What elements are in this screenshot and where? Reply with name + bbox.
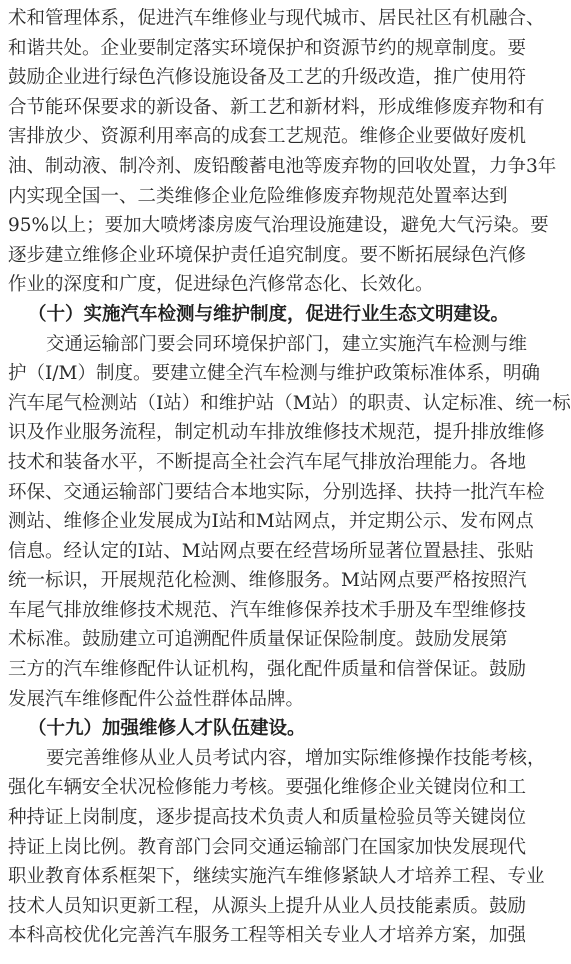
paragraph-first-line: 交通运输部门要会同环境保护部门，建立实施汽车检测与维 [46, 333, 528, 355]
text-line: 环保、交通运输部门要结合本地实际，分别选择、扶持一批汽车检 [8, 481, 545, 503]
text-line: 持证上岗比例。教育部门会同交通运输部门在国家加快发展现代 [8, 836, 527, 858]
text-line: 害排放少、资源利用率高的成套工艺规范。维修企业要做好废机 [8, 126, 527, 148]
text-line: 术和管理体系，促进汽车维修业与现代城市、居民社区有机融合、 [8, 8, 545, 29]
text-line: 发展汽车维修配件公益性群体品牌。 [8, 688, 305, 710]
text-line: 三方的汽车维修配件认证机构，强化配件质量和信誉保证。鼓励 [8, 659, 527, 681]
text-line: 合节能环保要求的新设备、新工艺和新材料，形成维修废弃物和有 [8, 96, 545, 118]
text-line: 内实现全国一、二类维修企业危险维修废弃物规范处置率达到 [8, 185, 508, 207]
text-line: 本科高校优化完善汽车服务工程等相关专业人才培养方案，加强 [8, 925, 527, 947]
text-line: 种持证上岗制度，逐步提高技术负责人和质量检验员等关键岗位 [8, 807, 527, 829]
text-line: 车尾气排放维修技术规范、汽车维修保养技术手册及车型维修技 [8, 599, 527, 621]
section-heading: （十九）加强维修人才队伍建设。 [28, 718, 306, 740]
text-line: 95%以上；要加大喷烤漆房废气治理设施建设，避免大气污染。要 [8, 215, 549, 237]
text-line: 识及作业服务流程，制定机动车排放维修技术规范，提升排放维修 [8, 422, 545, 444]
text-line: 和谐共处。企业要制定落实环境保护和资源节约的规章制度。要 [8, 37, 527, 59]
text-line: 统一标识，开展规范化检测、维修服务。M站网点要严格按照汽 [8, 570, 527, 592]
text-line: 技术人员知识更新工程，从源头上提升从业人员技能素质。鼓励 [8, 895, 527, 917]
text-line: 测站、维修企业发展成为I站和M站网点，并定期公示、发布网点 [8, 511, 534, 533]
paragraph-first-line: 要完善维修从业人员考试内容，增加实际维修操作技能考核， [46, 747, 546, 769]
text-line: 油、制动液、制冷剂、废铅酸蓄电池等废弃物的回收处置，力争3年 [8, 155, 557, 177]
text-line: 鼓励企业进行绿色汽修设施设备及工艺的升级改造，推广使用符 [8, 67, 527, 89]
text-line: 汽车尾气检测站（I站）和维护站（M站）的职责、认定标准、统一标 [8, 392, 571, 414]
section-heading: （十）实施汽车检测与维护制度，促进行业生态文明建设。 [28, 303, 510, 325]
text-line: 技术和装备水平，不断提高全社会汽车尾气排放治理能力。各地 [8, 451, 527, 473]
text-line: 逐步建立维修企业环境保护责任追究制度。要不断拓展绿色汽修 [8, 244, 527, 266]
text-line: 作业的深度和广度，促进绿色汽修常态化、长效化。 [8, 274, 434, 296]
text-line: 职业教育体系框架下，继续实施汽车维修紧缺人才培养工程、专业 [8, 866, 545, 888]
text-line: 护（I/M）制度。要建立健全汽车检测与维护政策标准体系，明确 [8, 363, 540, 385]
text-line: 信息。经认定的I站、M站网点要在经营场所显著位置悬挂、张贴 [8, 540, 534, 562]
text-line: 强化车辆安全状况检修能力考核。要强化维修企业关键岗位和工 [8, 777, 527, 799]
text-line: 术标准。鼓励建立可追溯配件质量保证保险制度。鼓励发展第 [8, 629, 508, 651]
